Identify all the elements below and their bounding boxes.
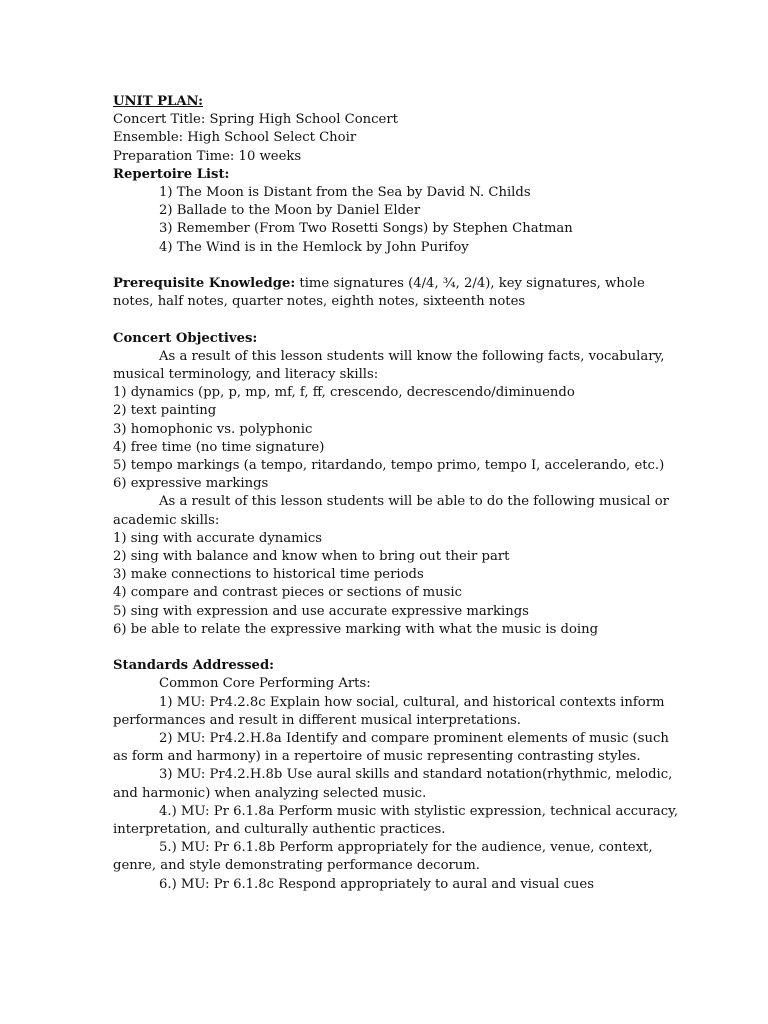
repertoire-heading: Repertoire List: xyxy=(113,166,230,182)
prerequisite-text-continued: notes, half notes, quarter notes, eighth notes, sixteenth notes xyxy=(113,294,526,310)
objectives-know-intro: As a result of this lesson students will know the following facts, vocabulary, xyxy=(159,348,665,364)
do-item: 4) compare and contrast pieces or sections of music xyxy=(113,585,462,601)
concert-title: Concert Title: Spring High School Concert xyxy=(113,112,398,128)
ensemble: Ensemble: High School Select Choir xyxy=(113,130,357,146)
standard-item xyxy=(113,766,673,802)
standards-heading: Standards Addressed: xyxy=(113,658,275,674)
repertoire-list xyxy=(113,184,653,257)
repertoire-item: 4) The Wind is in the Hemlock by John Purifoy xyxy=(159,239,469,255)
objectives-know-list xyxy=(113,384,665,493)
standard-item-text: 3) MU: Pr4.2.H.8b Use aural skills and standard notation(rhythmic, melodic, xyxy=(159,767,673,783)
standard-item xyxy=(113,876,653,894)
do-item: 3) make connections to historical time periods xyxy=(113,567,424,583)
unit-plan-heading: UNIT PLAN: xyxy=(113,94,204,109)
document-page xyxy=(113,93,679,894)
do-item: 1) sing with accurate dynamics xyxy=(113,530,323,546)
know-item: 2) text painting xyxy=(113,403,217,419)
know-item: 6) expressive markings xyxy=(113,476,269,492)
spacer xyxy=(113,639,653,657)
prerequisite-paragraph xyxy=(113,275,653,293)
objectives-do-intro: As a result of this lesson students will be able to do the following musical or xyxy=(159,494,669,510)
prerequisite-label: Prerequisite Knowledge: xyxy=(113,276,296,292)
standard-item xyxy=(113,730,669,766)
standard-item-text-continued: genre, and style demonstrating performance decorum. xyxy=(113,858,480,874)
repertoire-item: 2) Ballade to the Moon by Daniel Elder xyxy=(159,203,421,219)
standard-item-text: 1) MU: Pr4.2.8c Explain how social, cultural, and historical contexts inform xyxy=(159,694,665,710)
know-item: 5) tempo markings (a tempo, ritardando, tempo primo, tempo I, accelerando, etc.) xyxy=(113,458,665,474)
repertoire-item: 3) Remember (From Two Rosetti Songs) by Stephen Chatman xyxy=(159,221,573,237)
prerequisite-text: time signatures (4/4, ¾, 2/4), key signatures, whole xyxy=(295,276,645,292)
standard-item xyxy=(113,694,665,730)
preparation-time: Preparation Time: 10 weeks xyxy=(113,148,302,164)
objectives-heading: Concert Objectives: xyxy=(113,330,258,346)
objectives-do-intro-continued: academic skills: xyxy=(113,512,220,528)
standard-item xyxy=(113,803,679,839)
standard-item-text: 5.) MU: Pr 6.1.8b Perform appropriately for the audience, venue, context, xyxy=(159,840,653,856)
spacer xyxy=(113,311,653,329)
know-item: 1) dynamics (pp, p, mp, mf, f, ff, crescendo, decrescendo/diminuendo xyxy=(113,385,575,401)
spacer xyxy=(113,257,653,275)
standard-item-text-continued: as form and harmony) in a repertoire of music representing contrasting styles. xyxy=(113,749,641,765)
standard-item xyxy=(113,839,653,875)
know-item: 3) homophonic vs. polyphonic xyxy=(113,421,313,437)
objectives-know-intro-continued: musical terminology, and literacy skills: xyxy=(113,367,379,383)
standard-item-text: 2) MU: Pr4.2.H.8a Identify and compare prominent elements of music (such xyxy=(159,731,669,747)
standard-item-text: 4.) MU: Pr 6.1.8a Perform music with stylistic expression, technical accuracy, xyxy=(159,803,679,819)
standard-item-text: 6.) MU: Pr 6.1.8c Respond appropriately to aural and visual cues xyxy=(159,876,594,892)
repertoire-item: 1) The Moon is Distant from the Sea by David N. Childs xyxy=(159,185,531,201)
know-item: 4) free time (no time signature) xyxy=(113,439,325,455)
do-item: 5) sing with expression and use accurate expressive markings xyxy=(113,603,529,619)
standard-item-text-continued: interpretation, and culturally authentic practices. xyxy=(113,822,446,838)
do-item: 6) be able to relate the expressive marking with what the music is doing xyxy=(113,621,599,637)
standard-item-text-continued: performances and result in different musical interpretations. xyxy=(113,712,521,728)
standard-item-text-continued: and harmonic) when analyzing selected music. xyxy=(113,785,427,801)
objectives-do-list xyxy=(113,530,653,639)
standards-subheading: Common Core Performing Arts: xyxy=(159,676,371,692)
do-item: 2) sing with balance and know when to bring out their part xyxy=(113,549,510,565)
